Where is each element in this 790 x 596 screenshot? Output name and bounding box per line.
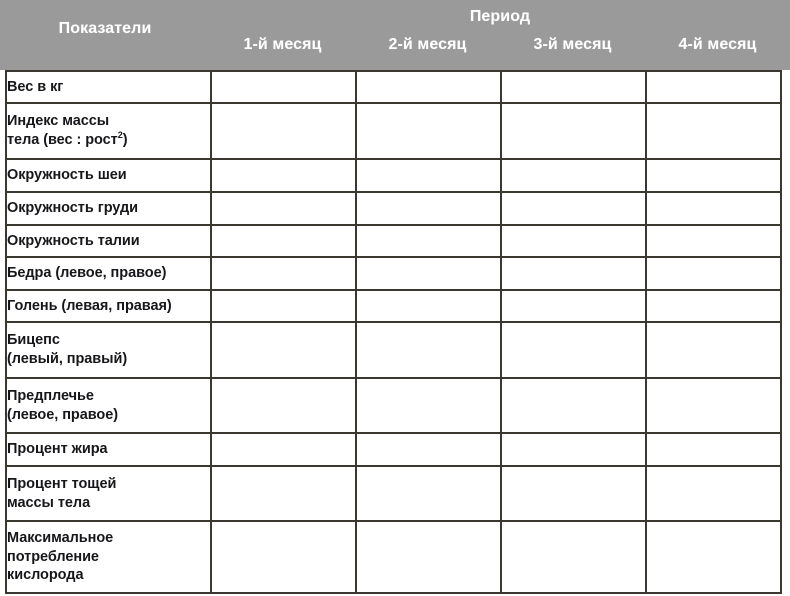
row-label-2-line2-end: ) <box>122 132 128 148</box>
header-cell-month-4 <box>645 34 790 70</box>
cell-row11-month3[interactable] <box>501 466 646 521</box>
row-label-12-line3: кислорода <box>7 567 84 584</box>
row-label-9: Предплечье <box>7 387 94 404</box>
cell-row7-month4[interactable] <box>646 290 781 322</box>
row-label-cell-5 <box>6 225 211 257</box>
row-label-cell-4 <box>6 192 211 225</box>
cell-row2-month3[interactable] <box>501 103 646 159</box>
row-label-cell-3 <box>6 159 211 192</box>
cell-row6-month4[interactable] <box>646 257 781 290</box>
cell-row1-month1[interactable] <box>211 71 356 103</box>
cell-row12-month4[interactable] <box>646 521 781 593</box>
row-label-cell-11 <box>6 466 211 521</box>
cell-row10-month2[interactable] <box>356 433 501 466</box>
cell-row9-month3[interactable] <box>501 378 646 433</box>
cell-row2-month2[interactable] <box>356 103 501 159</box>
cell-row3-month2[interactable] <box>356 159 501 192</box>
cell-row4-month1[interactable] <box>211 192 356 225</box>
header-label-month-1: 1-й месяц <box>243 36 322 53</box>
cell-row3-month1[interactable] <box>211 159 356 192</box>
table-row <box>6 322 781 378</box>
table-row <box>6 521 781 593</box>
row-label-6: Бедра (левое, правое) <box>7 265 167 282</box>
row-label-8-line2: (левый, правый) <box>7 351 128 367</box>
table-row <box>6 103 781 159</box>
row-label-12: Максимальное <box>7 530 114 547</box>
row-label-1: Вес в кг <box>7 78 64 95</box>
cell-row2-month1[interactable] <box>211 103 356 159</box>
header-cell-month-2 <box>355 34 500 70</box>
header-cell-month-3 <box>500 34 645 70</box>
cell-row3-month4[interactable] <box>646 159 781 192</box>
cell-row11-month1[interactable] <box>211 466 356 521</box>
row-label-5: Окружность талии <box>7 232 140 249</box>
cell-row9-month2[interactable] <box>356 378 501 433</box>
table-row <box>6 71 781 103</box>
table-row <box>6 433 781 466</box>
row-label-11-line2: массы тела <box>7 494 91 511</box>
row-label-cell-8 <box>6 322 211 378</box>
table-row <box>6 466 781 521</box>
cell-row8-month4[interactable] <box>646 322 781 378</box>
table-header-grid <box>0 0 790 70</box>
table-row <box>6 192 781 225</box>
row-label-2-line2 <box>7 131 210 150</box>
row-label-2-line2-text: тела (вес : рост <box>7 132 118 148</box>
table-row <box>6 290 781 322</box>
table-body-wrapper <box>5 70 780 593</box>
cell-row8-month3[interactable] <box>501 322 646 378</box>
row-label-2: Индекс массы <box>7 113 110 130</box>
cell-row9-month4[interactable] <box>646 378 781 433</box>
cell-row7-month3[interactable] <box>501 290 646 322</box>
cell-row1-month4[interactable] <box>646 71 781 103</box>
cell-row10-month4[interactable] <box>646 433 781 466</box>
table-body <box>6 71 781 593</box>
cell-row12-month3[interactable] <box>501 521 646 593</box>
table-row <box>6 225 781 257</box>
row-label-cell-2 <box>6 103 211 159</box>
cell-row11-month4[interactable] <box>646 466 781 521</box>
header-label-month-4: 4-й месяц <box>678 36 757 53</box>
row-label-7: Голень (левая, правая) <box>7 297 172 314</box>
row-label-cell-12 <box>6 521 211 593</box>
cell-row1-month2[interactable] <box>356 71 501 103</box>
cell-row3-month3[interactable] <box>501 159 646 192</box>
cell-row5-month2[interactable] <box>356 225 501 257</box>
row-label-4: Окружность груди <box>7 200 138 217</box>
cell-row5-month3[interactable] <box>501 225 646 257</box>
header-label-period: Период <box>469 8 531 25</box>
measurements-grid <box>5 70 782 594</box>
cell-row12-month1[interactable] <box>211 521 356 593</box>
table-row <box>6 257 781 290</box>
row-label-cell-9 <box>6 378 211 433</box>
cell-row8-month2[interactable] <box>356 322 501 378</box>
row-label-cell-6 <box>6 257 211 290</box>
row-label-12-line2: потребление <box>7 548 99 565</box>
table-row <box>6 378 781 433</box>
header-label-month-2: 2-й месяц <box>388 36 467 53</box>
cell-row4-month3[interactable] <box>501 192 646 225</box>
cell-row7-month2[interactable] <box>356 290 501 322</box>
cell-row5-month4[interactable] <box>646 225 781 257</box>
row-label-3: Окружность шеи <box>7 167 127 184</box>
header-cell-period <box>210 0 790 34</box>
cell-row10-month3[interactable] <box>501 433 646 466</box>
cell-row8-month1[interactable] <box>211 322 356 378</box>
cell-row6-month1[interactable] <box>211 257 356 290</box>
header-label-month-3: 3-й месяц <box>533 36 612 53</box>
row-label-cell-1 <box>6 71 211 103</box>
header-cell-month-1 <box>210 34 355 70</box>
row-label-2-superscript: 2 <box>117 130 123 141</box>
cell-row10-month1[interactable] <box>211 433 356 466</box>
cell-row1-month3[interactable] <box>501 71 646 103</box>
row-label-8: Бицепс <box>7 332 60 349</box>
cell-row12-month2[interactable] <box>356 521 501 593</box>
header-cell-indicators <box>0 0 210 70</box>
cell-row5-month1[interactable] <box>211 225 356 257</box>
cell-row7-month1[interactable] <box>211 290 356 322</box>
row-label-cell-10 <box>6 433 211 466</box>
cell-row4-month4[interactable] <box>646 192 781 225</box>
row-label-9-line2: (левое, правое) <box>7 406 119 423</box>
header-label-indicators: Показатели <box>58 20 152 37</box>
cell-row4-month2[interactable] <box>356 192 501 225</box>
cell-row9-month1[interactable] <box>211 378 356 433</box>
cell-row6-month3[interactable] <box>501 257 646 290</box>
table-row <box>6 159 781 192</box>
cell-row6-month2[interactable] <box>356 257 501 290</box>
row-label-11: Процент тощей <box>7 475 117 492</box>
cell-row11-month2[interactable] <box>356 466 501 521</box>
cell-row2-month4[interactable] <box>646 103 781 159</box>
row-label-10: Процент жира <box>7 441 108 458</box>
row-label-cell-7 <box>6 290 211 322</box>
